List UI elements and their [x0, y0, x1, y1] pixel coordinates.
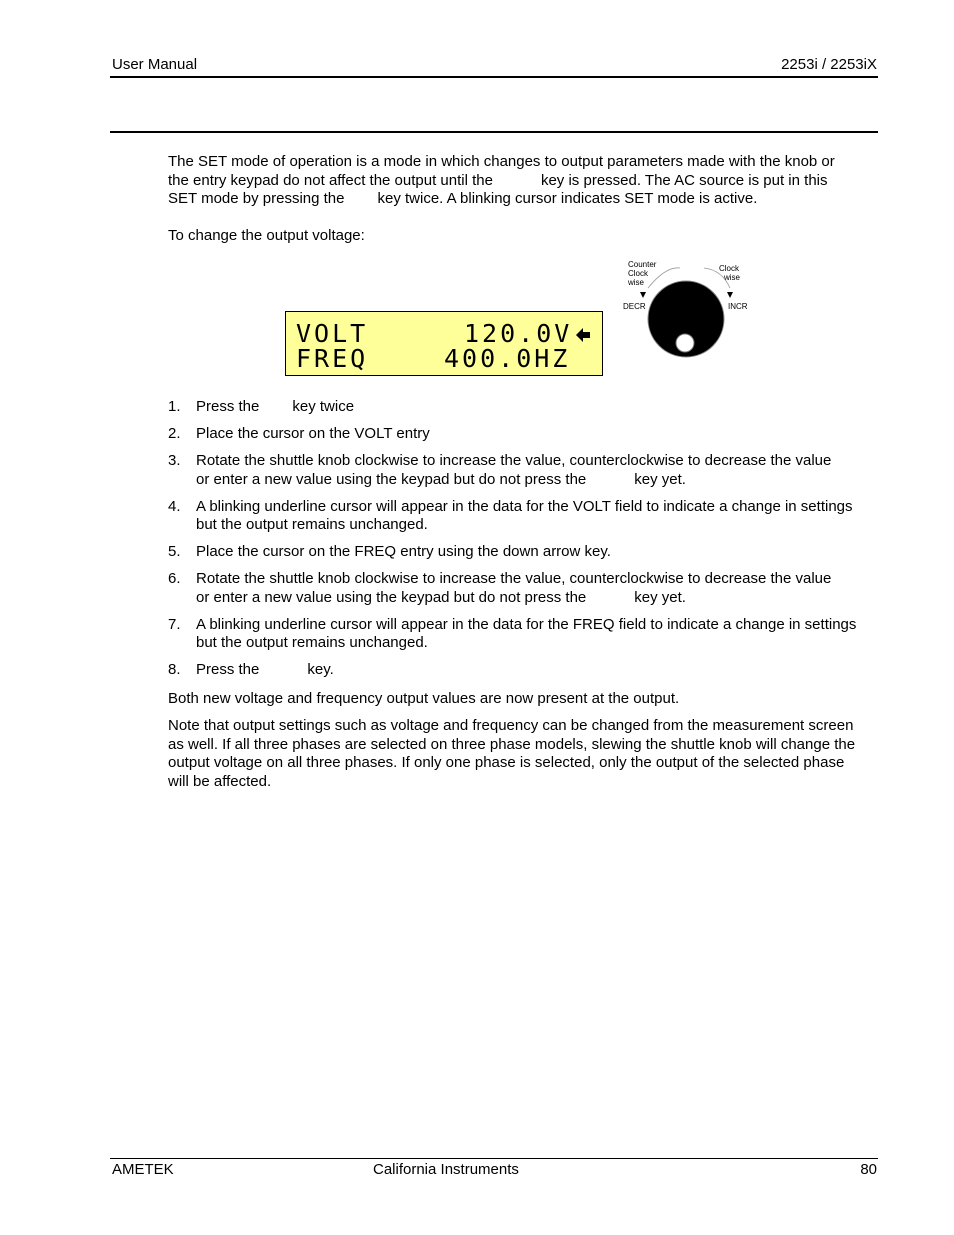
- decr-arrow-icon: [640, 292, 646, 298]
- shuttle-knob-figure: [618, 256, 758, 366]
- incr-label: INCR: [728, 302, 748, 311]
- step-number: 3.: [168, 452, 181, 469]
- lcd-display: [285, 311, 603, 376]
- decr-label: DECR: [623, 302, 646, 311]
- counter-label-1: Counter: [628, 260, 657, 269]
- list-item: [168, 498, 868, 535]
- step-line-2b: key yet.: [634, 470, 686, 488]
- step-number: 4.: [168, 497, 181, 515]
- subheading: To change the output voltage:: [168, 227, 365, 244]
- knob-grip: [676, 334, 694, 352]
- section-rule: [110, 131, 878, 133]
- counter-label-3: wise: [628, 278, 645, 287]
- incr-arrow-icon: [727, 292, 733, 298]
- step-number: 1.: [168, 398, 181, 415]
- step-text: A blinking underline cursor will appear in the data for the VOLT field to indicate a change in settings but the output remains unchanged.: [196, 497, 853, 533]
- intro-line-3: [168, 190, 868, 209]
- step-line-2b: key yet.: [634, 588, 686, 606]
- cursor-arrow-icon: [575, 327, 591, 343]
- footer-company: AMETEK: [112, 1161, 174, 1178]
- step-line-2a: or enter a new value using the keypad but do not press the: [196, 588, 587, 606]
- list-item: [168, 570, 868, 607]
- step-line-1: Rotate the shuttle knob clockwise to increase the value, counterclockwise to decrease the value: [196, 570, 832, 587]
- list-item: [168, 661, 868, 680]
- cw-arc: [704, 268, 730, 288]
- step-number: 5.: [168, 543, 181, 560]
- step-number: 2.: [168, 425, 181, 442]
- lcd-freq-value: 400.0HZ: [444, 344, 571, 373]
- step-number: 7.: [168, 615, 181, 633]
- step-text-b: key.: [307, 661, 334, 678]
- intro-line-1: The SET mode of operation is a mode in which changes to output parameters made with the knob or: [168, 153, 835, 170]
- header-model: 2253i / 2253iX: [781, 56, 877, 73]
- footer-division: California Instruments: [373, 1161, 519, 1178]
- after-steps-paragraph: Both new voltage and frequency output values are now present at the output.: [168, 690, 680, 707]
- steps-list: [168, 398, 868, 688]
- step-line-1: Rotate the shuttle knob clockwise to increase the value, counterclockwise to decrease the value: [196, 452, 832, 469]
- list-item: [168, 452, 868, 489]
- header-rule: [110, 76, 878, 78]
- knob-graphic: [618, 256, 758, 366]
- lcd-volt-label: VOLT: [296, 319, 369, 348]
- clock-label-1: Clock: [719, 264, 740, 273]
- step-number: 8.: [168, 661, 181, 678]
- intro-line-3a: SET mode by pressing the: [168, 190, 345, 207]
- step-text-b: key twice: [292, 398, 355, 415]
- step-line-2: [196, 471, 868, 490]
- intro-line-2: [168, 172, 868, 191]
- intro-line-2a: the entry keypad do not affect the output until the: [168, 171, 493, 189]
- list-item: [168, 616, 868, 653]
- lcd-volt-value: 120.0V: [464, 319, 573, 348]
- list-item: [168, 543, 868, 562]
- footer-rule: [110, 1158, 878, 1159]
- step-line-2a: or enter a new value using the keypad but do not press the: [196, 470, 587, 488]
- step-line-2: [196, 589, 868, 608]
- step-text-a: Press the: [196, 661, 260, 678]
- clock-label-2: wise: [724, 273, 741, 282]
- list-item: [168, 425, 868, 444]
- counter-label-2: Clock: [628, 269, 649, 278]
- step-number: 6.: [168, 570, 181, 587]
- page-number: 80: [860, 1161, 877, 1178]
- intro-line-2b: key is pressed. The AC source is put in this: [540, 171, 828, 189]
- lcd-freq-label: FREQ: [296, 344, 369, 373]
- step-text: Place the cursor on the VOLT entry: [196, 425, 430, 442]
- list-item: [168, 398, 868, 417]
- intro-line-3b: key twice. A blinking cursor indicates SET mode is active.: [377, 190, 758, 207]
- step-text: Place the cursor on the FREQ entry using the down arrow key.: [196, 543, 611, 560]
- intro-paragraph: [168, 153, 868, 209]
- step-text: A blinking underline cursor will appear in the data for the FREQ field to indicate a change in settings but the output remains unchanged.: [196, 615, 857, 651]
- note-paragraph: Note that output settings such as voltage and frequency can be changed from the measurement screen as well. If all three phases are selected on three phase models, slewing the shuttle knob will change the output voltage on all three phases. If only one phase is selected, only the output of the selected phase will be affected.: [168, 717, 856, 790]
- header-manual-title: User Manual: [112, 56, 198, 73]
- step-text-a: Press the: [196, 398, 260, 415]
